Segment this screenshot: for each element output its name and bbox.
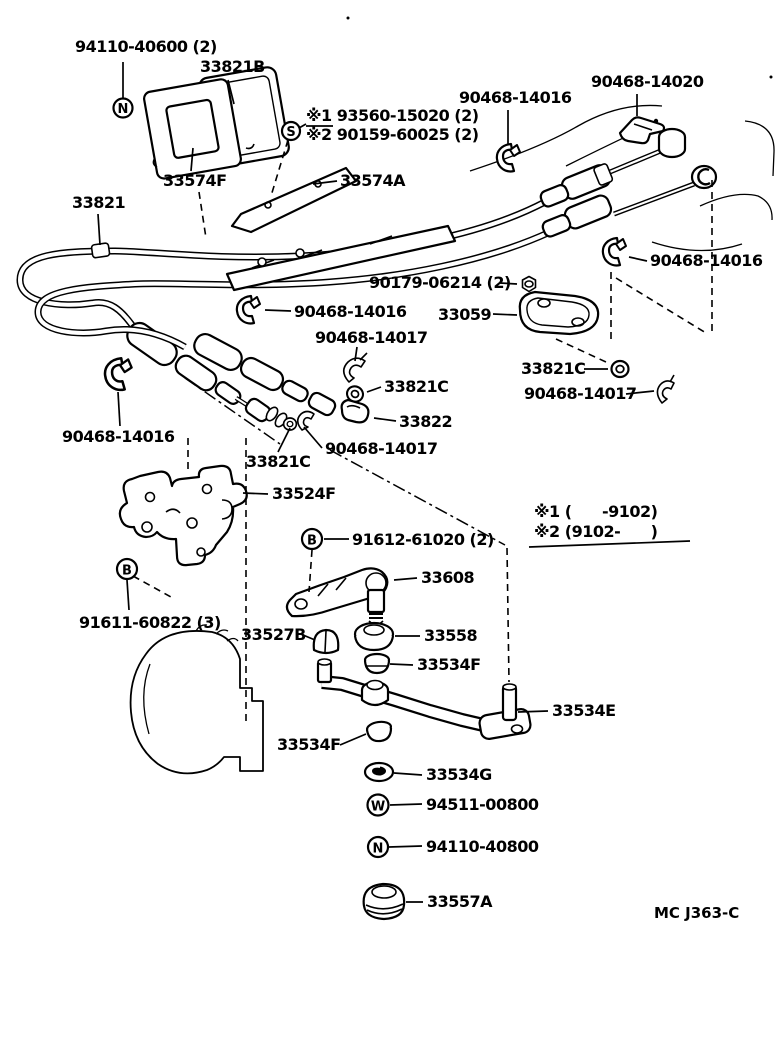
part-label-94110-40600: 94110-40600 (2)	[75, 37, 217, 56]
marker-n-top	[114, 99, 133, 118]
part-label-screw-note-2: ※2 90159-60025 (2)	[306, 125, 479, 144]
part-label-33822: 33822	[399, 412, 453, 431]
part-label-note-1: ※1 ( -9102)	[534, 502, 658, 521]
part-label-94511-00800: 94511-00800	[426, 795, 539, 814]
part-label-33608: 33608	[421, 568, 475, 587]
washer-33534g-icon	[365, 763, 393, 781]
part-label-33821b: 33821B	[200, 57, 265, 76]
part-label-33821c-right: 33821C	[521, 359, 586, 378]
marker-w-94511-letter: W	[370, 799, 386, 815]
part-label-33574a: 33574A	[340, 171, 406, 190]
cap-33527b-icon	[314, 630, 339, 653]
cap-33534f-lower-icon	[366, 720, 391, 741]
marker-s-screw	[282, 122, 300, 140]
part-label-33534e: 33534E	[552, 701, 616, 720]
part-label-33059: 33059	[438, 305, 492, 324]
clip-14017-right-icon	[657, 375, 674, 403]
marker-n-94110	[368, 837, 388, 857]
clamp-midleft-icon	[237, 296, 260, 323]
marker-n-top-letter: N	[117, 102, 129, 117]
part-label-33534f-upper: 33534F	[417, 655, 481, 674]
part-label-33821: 33821	[72, 193, 126, 212]
part-label-screw-note-1: ※1 93560-15020 (2)	[306, 106, 479, 125]
plate-33574a-art	[232, 168, 356, 232]
clamp-14020-icon	[620, 117, 664, 143]
clamp-left-icon	[105, 358, 132, 390]
part-label-33557a: 33557A	[427, 892, 493, 911]
marker-s-screw-letter: S	[286, 125, 296, 140]
part-label-90468-14017-left: 90468-14017	[325, 439, 438, 458]
part-label-91612-61020: 91612-61020 (2)	[352, 530, 494, 549]
lever-33608-art	[287, 568, 387, 624]
clamp-right-icon	[603, 238, 626, 265]
cap-33534f-upper-icon	[365, 654, 389, 673]
part-label-90468-14016-midleft: 90468-14016	[294, 302, 407, 321]
part-label-90468-14016-left: 90468-14016	[62, 427, 175, 446]
part-label-94110-40800: 94110-40800	[426, 837, 539, 856]
part-label-91611-60822: 91611-60822 (3)	[79, 613, 221, 632]
clip-14017-left-icon	[298, 412, 314, 431]
marker-b-91612-letter: B	[307, 533, 317, 549]
transmission-housing-art	[131, 625, 263, 774]
part-label-90468-14016-top: 90468-14016	[459, 88, 572, 107]
part-label-33821c-mid: 33821C	[384, 377, 449, 396]
part-label-33574f: 33574F	[163, 171, 227, 190]
marker-n-94110-letter: N	[372, 841, 384, 857]
marker-w-94511	[368, 795, 389, 816]
part-label-90468-14016-right: 90468-14016	[650, 251, 763, 270]
part-label-33527b: 33527B	[241, 625, 306, 644]
knob-33557a-icon	[364, 884, 405, 919]
part-label-33534f-lower: 33534F	[277, 735, 341, 754]
diagram-code: MC J363-C	[654, 904, 740, 922]
part-label-33524f: 33524F	[272, 484, 336, 503]
nut-90179-icon	[523, 277, 536, 292]
marker-b-91611	[117, 559, 137, 579]
washer-33821c-right-icon	[612, 361, 629, 377]
part-label-90468-14017-right: 90468-14017	[524, 384, 637, 403]
scan-dots	[347, 17, 773, 79]
part-label-90179-06214: 90179-06214 (2)	[369, 273, 511, 292]
phantom-outline-art	[470, 105, 774, 250]
part-label-33821c-left: 33821C	[246, 452, 311, 471]
marker-b-91612	[302, 529, 322, 549]
part-label-90468-14020: 90468-14020	[591, 72, 704, 91]
bracket-33524f-art	[120, 466, 247, 565]
retainer-33558-icon	[355, 623, 393, 650]
marker-b-91611-letter: B	[122, 563, 132, 579]
part-label-33558: 33558	[424, 626, 478, 645]
bracket-33059-art	[520, 292, 598, 334]
part-label-90468-14017-mid: 90468-14017	[315, 328, 428, 347]
part-label-33534g: 33534G	[426, 765, 492, 784]
grommet-33822-icon	[342, 400, 369, 422]
part-label-note-2: ※2 (9102- )	[534, 522, 658, 541]
